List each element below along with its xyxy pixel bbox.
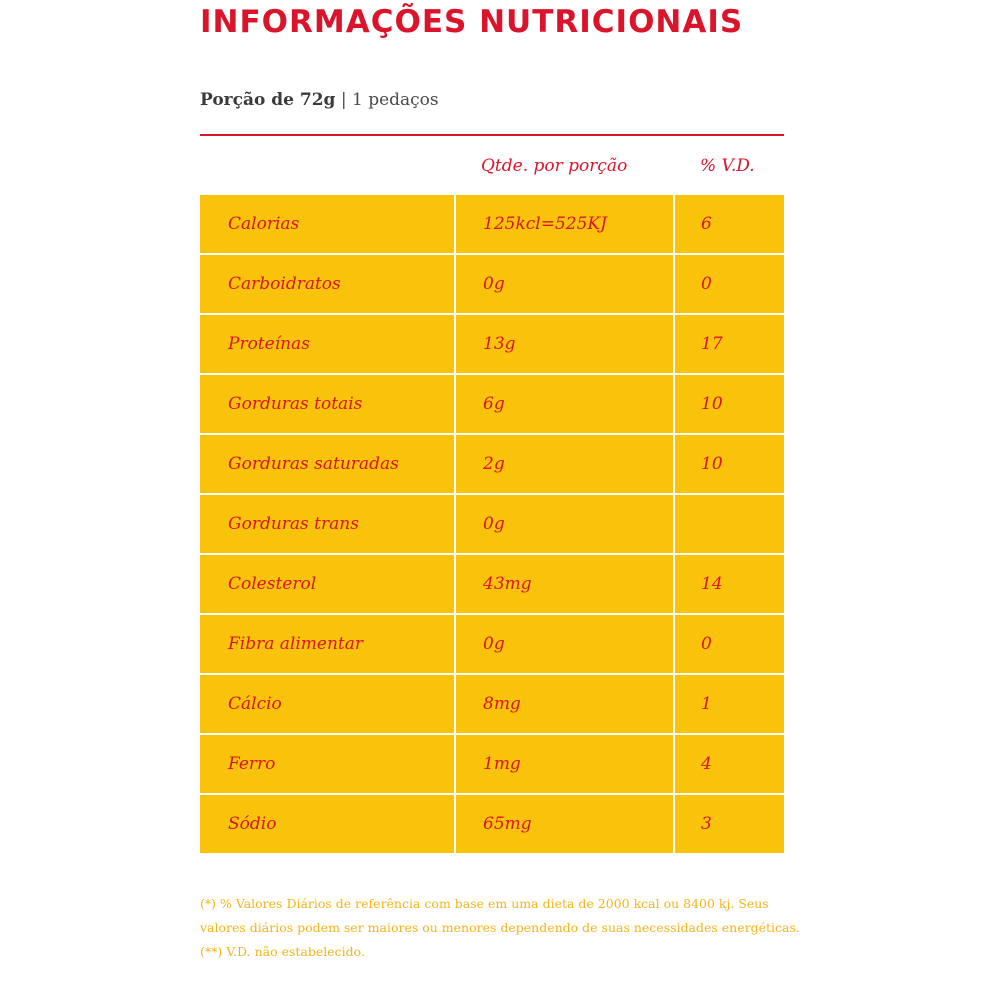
nutrient-amount: 6g xyxy=(456,375,673,433)
portion-info xyxy=(200,90,439,110)
nutrient-name: Colesterol xyxy=(200,555,454,613)
page-title: INFORMAÇÕES NUTRICIONAIS xyxy=(200,4,744,40)
nutrient-name: Sódio xyxy=(200,795,454,853)
nutrient-amount: 0g xyxy=(456,615,673,673)
nutrient-dv: 10 xyxy=(675,435,784,493)
portion-pieces: 1 pedaços xyxy=(351,90,439,110)
column-header-amount: Qtde. por porção xyxy=(481,156,628,176)
column-header-dv: % V.D. xyxy=(700,156,755,176)
nutrient-name: Proteínas xyxy=(200,315,454,373)
nutrient-dv: 17 xyxy=(675,315,784,373)
nutrient-amount: 1mg xyxy=(456,735,673,793)
nutrient-amount: 8mg xyxy=(456,675,673,733)
nutrient-name: Cálcio xyxy=(200,675,454,733)
nutrient-amount: 43mg xyxy=(456,555,673,613)
nutrient-dv: 14 xyxy=(675,555,784,613)
nutrition-table xyxy=(200,195,784,853)
portion-separator: | xyxy=(335,90,352,110)
footnote-not-established: (**) V.D. não estabelecido. xyxy=(200,944,365,959)
footnotes xyxy=(200,892,810,964)
nutrient-dv: 3 xyxy=(675,795,784,853)
nutrient-dv: 10 xyxy=(675,375,784,433)
header-divider xyxy=(200,134,784,136)
nutrient-name: Carboidratos xyxy=(200,255,454,313)
nutrient-dv: 0 xyxy=(675,255,784,313)
nutrient-amount: 13g xyxy=(456,315,673,373)
nutrient-name: Calorias xyxy=(200,195,454,253)
nutrient-name: Ferro xyxy=(200,735,454,793)
nutrient-dv xyxy=(675,495,784,553)
nutrient-name: Gorduras saturadas xyxy=(200,435,454,493)
nutrient-amount: 0g xyxy=(456,495,673,553)
nutrient-dv: 1 xyxy=(675,675,784,733)
nutrient-amount: 65mg xyxy=(456,795,673,853)
nutrient-amount: 125kcl=525KJ xyxy=(456,195,673,253)
nutrient-name: Gorduras trans xyxy=(200,495,454,553)
nutrient-amount: 2g xyxy=(456,435,673,493)
nutrient-dv: 0 xyxy=(675,615,784,673)
nutrient-name: Fibra alimentar xyxy=(200,615,454,673)
portion-size: Porção de 72g xyxy=(200,90,336,110)
footnote-dv-reference: (*) % Valores Diários de referência com base em uma dieta de 2000 kcal ou 8400 kj. Seus valores diários podem ser maiores ou menores dependendo de suas necessidades energéticas. xyxy=(200,896,800,935)
nutrient-name: Gorduras totais xyxy=(200,375,454,433)
nutrient-amount: 0g xyxy=(456,255,673,313)
nutrient-dv: 6 xyxy=(675,195,784,253)
nutrient-dv: 4 xyxy=(675,735,784,793)
